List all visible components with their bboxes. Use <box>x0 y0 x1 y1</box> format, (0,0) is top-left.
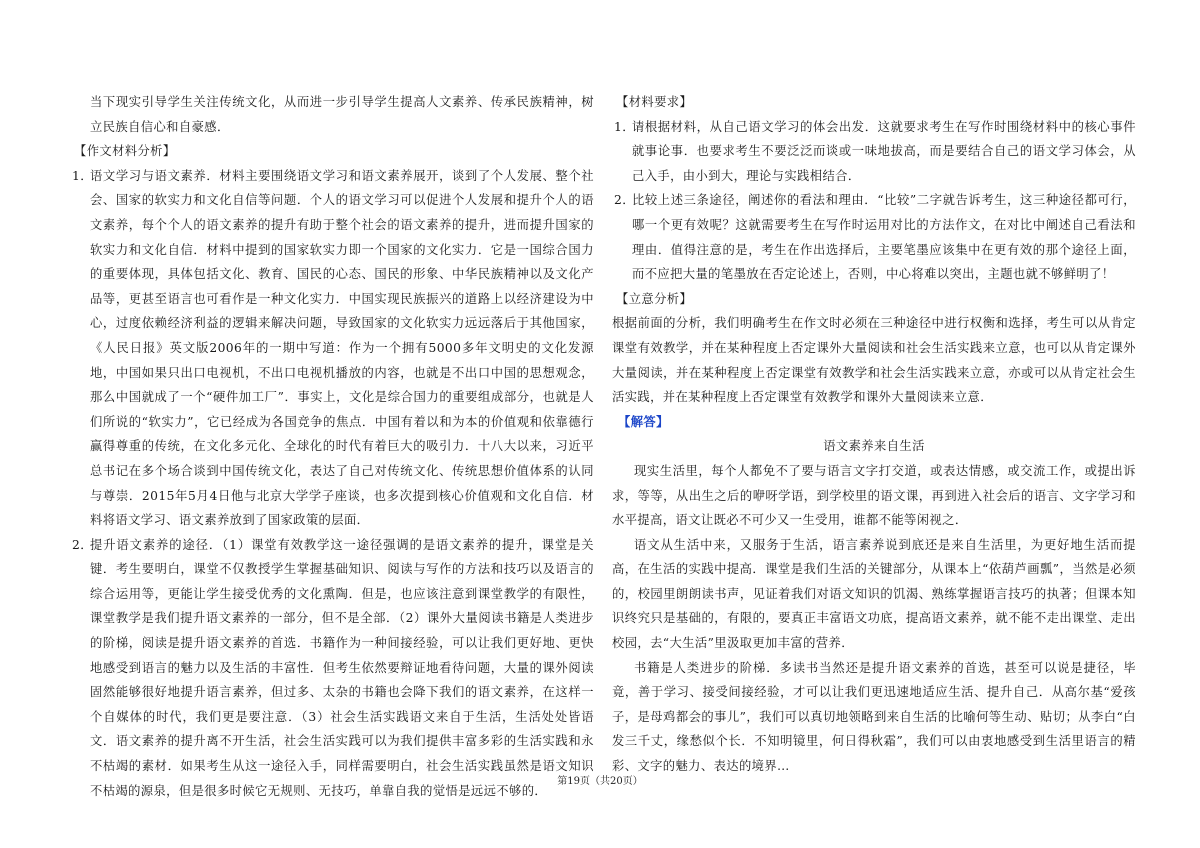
essay-paragraph: 书籍是人类进步的阶梯．多读书当然还是提升语文素养的首选，甚至可以说是捷径，毕竟，善于学习、接受间接经验，才可以让我们更迅速地适应生活、提升自己．从高尔基“爱孩子，是母鸡都会的事儿”，我们可以真切地领略到来自生活的比喻何等生动、贴切；从李白“白发三千丈，缘愁似个长．不知明镜里，何日得秋霜”，我们可以由衷地感受到生活里语言的精彩、文字的魅力、表达的境界… <box>612 660 1136 774</box>
intro-continuation: 当下现实引导学生关注传统文化，从而进一步引导学生提高人文素养、传承民族精神，树立民族自信心和自豪感． <box>90 95 594 134</box>
essay-title: 语文素养来自生活 <box>823 439 925 454</box>
essay-paragraph: 现实生活里，每个人都免不了要与语言文字打交道，或表达情感，或交流工作，或提出诉求，等等，从出生之后的咿呀学语，到学校里的语文课，再到进入社会后的语言、文字学习和水平提高，语文让既必不可少又一生受用，谁都不能等闲视之． <box>612 463 1136 528</box>
essay-paragraph: 语文从生活中来，又服务于生活，语言素养说到底还是来自生活里，为更好地生活而提高，在生活的实践中提高．课堂是我们生活的关键部分，从课本上“依葫芦画瓢”，当然是必须的，校园里朗朗读书声，见证着我们对语文知识的饥渴、熟练掌握语言技巧的执著；但课本知识终究只是基础的，有限的，要真正丰富语文功底，提高语文素养，就不能不走出课堂、走出校园，去“大生活”里汲取更加丰富的营养． <box>612 537 1136 651</box>
analysis-item-2 <box>70 533 594 804</box>
item-number: 2． <box>614 193 635 208</box>
intent-analysis-text: 根据前面的分析，我们明确考生在作文时必须在三种途径中进行权衡和选择，考生可以从肯定课堂有效教学，并在某种程度上否定课外大量阅读和社会生活实践来立意，也可以从肯定课外大量阅读，并在某种程度上否定课堂有效教学和社会生活实践来立意，亦或可以从肯定社会生活实践，并在某种程度上否定课堂有效教学和课外大量阅读来立意． <box>612 316 1136 405</box>
item-text: 语文学习与语文素养．材料主要围绕语文学习和语文素养展开，谈到了个人发展、整个社会、国家的软实力和文化自信等问题．个人的语文学习可以促进个人发展和提升个人的语文素养，每个个人的语文素养的提升有助于整个社会的语文素养的提升，进而提升国家的软实力和文化自信．材料中提到的国家软实力即一个国家的文化实力．它是一国综合国力的重要体现，具体包括文化、教育、国民的心态、国民的形象、中华民族精神以及文化产品等，更甚至语言也可看作是一种文化实力．中国实现民族振兴的道路上以经济建设为中心，过度依赖经济利益的逻辑来解决问题，导致国家的文化软实力远远落后于其他国家，《人民日报》英文版2006年的一期中写道：作为一个拥有5000多年文明史的文化发源地，中国如果只出口电视机，不出口电视机播放的内容，也就是不出口中国的思想观念，那么中国就成了一个“硬件加工厂”．事实上，文化是综合国力的重要组成部分，也就是人们所说的“软实力”，它已经成为各国竞争的焦点．中国有着以和为本的价值观和依靠德行赢得尊重的传统，在文化多元化、全球化的时代有着巨大的吸引力．十八大以来，习近平总书记在多个场合谈到中国传统文化，表达了自己对传统文化、传统思想价值体系的认同与尊崇．2015年5月4日他与北京大学学子座谈，也多次提到核心价值观和文化自信．材料将语文学习、语文素养放到了国家政策的层面． <box>90 168 594 528</box>
item-text: 提升语文素养的途径．（1）课堂有效教学这一途径强调的是语文素养的提升，课堂是关键．考生要明白，课堂不仅教授学生掌握基础知识、阅读与写作的方法和技巧以及语言的综合运用等，更能让学生接受优秀的文化熏陶．但是，也应该注意到课堂教学的有限性，课堂教学是我们提升语文素养的一部分，但不是全部．（2）课外大量阅读书籍是人类进步的阶梯，阅读是提升语文素养的首选．书籍作为一种间接经验，可以让我们更好地、更快地感受到语言的魅力以及生活的丰富性．但考生依然要辩证地看待问题，大量的课外阅读固然能够很好地提升语言素养，但过多、太杂的书籍也会降下我们的语文素养，在这样一个自媒体的时代，我们更是要注意．（3）社会生活实践语文来自于生活，生活处处皆语文．语文素养的提升离不开生活，社会生活实践可以为我们提供丰富多彩的生活实践和永不枯竭的素材．如果考生从这一途径入手，同样需要明白，社会生活实践虽然是语文知识不枯竭的源泉，但是很多时候它无规则、无技巧，单靠自我的觉悟是远远不够的． <box>90 537 594 798</box>
requirements-heading: 【材料要求】 <box>616 95 693 109</box>
left-column <box>70 90 594 803</box>
item-number: 1． <box>614 119 635 134</box>
answer-heading: 【解答】 <box>618 413 669 429</box>
item-number: 2． <box>72 537 93 552</box>
item-text: 比较上述三条途径，阐述你的看法和理由．“比较”二字就告诉考生，这三种途径都可行，哪一个更有效呢？这就需要考生在写作时运用对比的方法作文，在对比中阐述自己看法和理由．值得注意的是，考生在作出选择后，主要笔墨应该集中在更有效的那个途径上面，而不应把大量的笔墨放在否定论述上，否则，中心将难以突出，主题也就不够鲜明了！ <box>632 193 1136 282</box>
material-analysis-heading: 【作文材料分析】 <box>74 144 176 159</box>
analysis-item-1 <box>70 164 594 533</box>
page-number-footer: 第19页（共20页） <box>557 776 643 787</box>
intent-analysis-heading: 【立意分析】 <box>616 291 693 306</box>
requirement-item-2 <box>612 188 1136 286</box>
item-text: 请根据材料，从自己语文学习的体会出发．这就要求考生在写作时围绕材料中的核心事件就事论事．也要求考生不要泛泛而谈或一味地拔高，而是要结合自己的语文学习体会，从己入手，由小到大，理论与实践相结合． <box>632 119 1136 183</box>
requirement-item-1 <box>612 115 1136 189</box>
right-column <box>612 90 1136 779</box>
item-number: 1． <box>72 168 93 183</box>
